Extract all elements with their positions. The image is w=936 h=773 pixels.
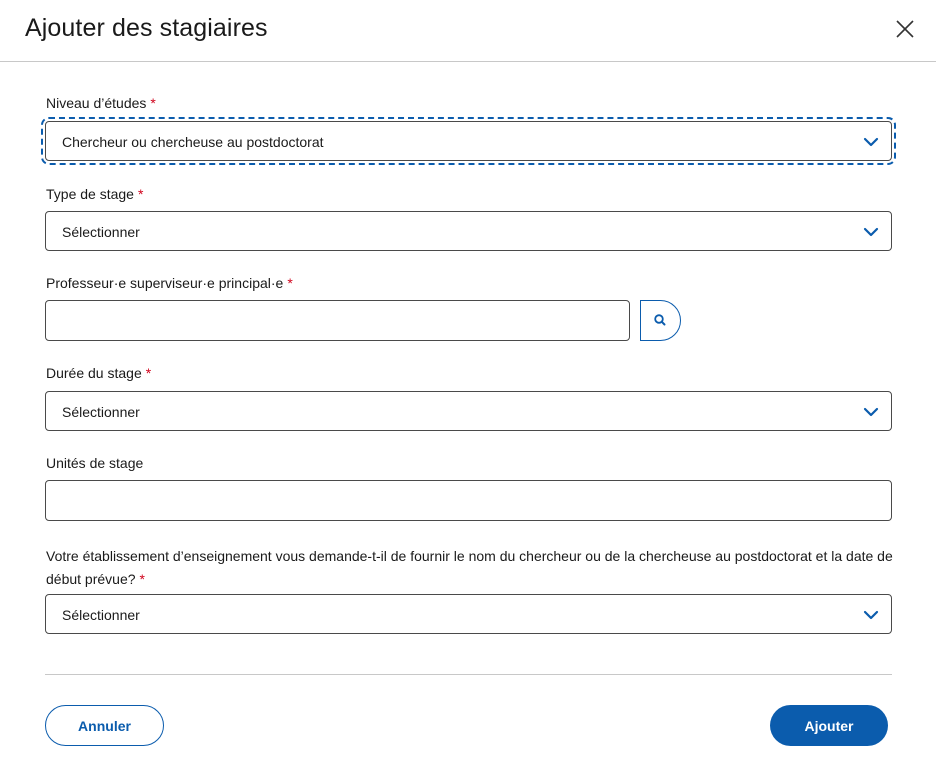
niveau-select[interactable] bbox=[45, 121, 892, 161]
required-marker: * bbox=[150, 95, 156, 111]
niveau-label-text: Niveau d’études bbox=[46, 95, 147, 111]
niveau-select-value: Chercheur ou chercheuse au postdoctorat bbox=[62, 134, 324, 150]
niveau-label bbox=[46, 95, 156, 111]
type-stage-label bbox=[46, 186, 143, 202]
dialog-title: Ajouter des stagiaires bbox=[25, 14, 268, 42]
type-stage-label-text: Type de stage bbox=[46, 186, 134, 202]
type-stage-select[interactable] bbox=[45, 211, 892, 251]
chevron-down-icon bbox=[863, 135, 879, 149]
type-stage-select-value: Sélectionner bbox=[62, 224, 140, 240]
search-icon bbox=[640, 300, 681, 341]
required-marker: * bbox=[137, 186, 144, 202]
close-icon bbox=[894, 18, 916, 40]
dialog-header bbox=[0, 0, 936, 62]
professeur-label-text: Professeur·e superviseur·e principal·e bbox=[46, 275, 284, 291]
duree-label bbox=[46, 365, 151, 381]
duree-select[interactable] bbox=[45, 391, 892, 431]
cancel-button[interactable]: Annuler bbox=[45, 705, 164, 746]
professeur-input[interactable] bbox=[45, 300, 630, 341]
close-button[interactable] bbox=[894, 18, 916, 40]
etablissement-select-value: Sélectionner bbox=[62, 607, 140, 623]
unites-input[interactable] bbox=[45, 480, 892, 521]
unites-label bbox=[46, 455, 143, 471]
duree-label-text: Durée du stage bbox=[46, 365, 142, 381]
professeur-search-button[interactable] bbox=[640, 300, 681, 341]
chevron-down-icon bbox=[863, 225, 879, 239]
unites-label-text: Unités de stage bbox=[46, 455, 144, 471]
etablissement-label-text: Votre établissement d’enseignement vous demande-t-il de fournir le nom du chercheur ou de la chercheuse au postdoctorat et la date de début prévue? bbox=[46, 548, 893, 587]
etablissement-select[interactable] bbox=[45, 594, 892, 634]
etablissement-label bbox=[46, 545, 896, 591]
chevron-down-icon bbox=[863, 608, 879, 622]
duree-select-value: Sélectionner bbox=[62, 404, 140, 420]
add-button[interactable]: Ajouter bbox=[770, 705, 888, 746]
professeur-label bbox=[46, 275, 293, 291]
chevron-down-icon bbox=[863, 405, 879, 419]
required-marker: * bbox=[145, 365, 152, 381]
footer-divider bbox=[45, 674, 892, 675]
required-marker: * bbox=[287, 275, 293, 291]
required-marker: * bbox=[139, 571, 145, 587]
